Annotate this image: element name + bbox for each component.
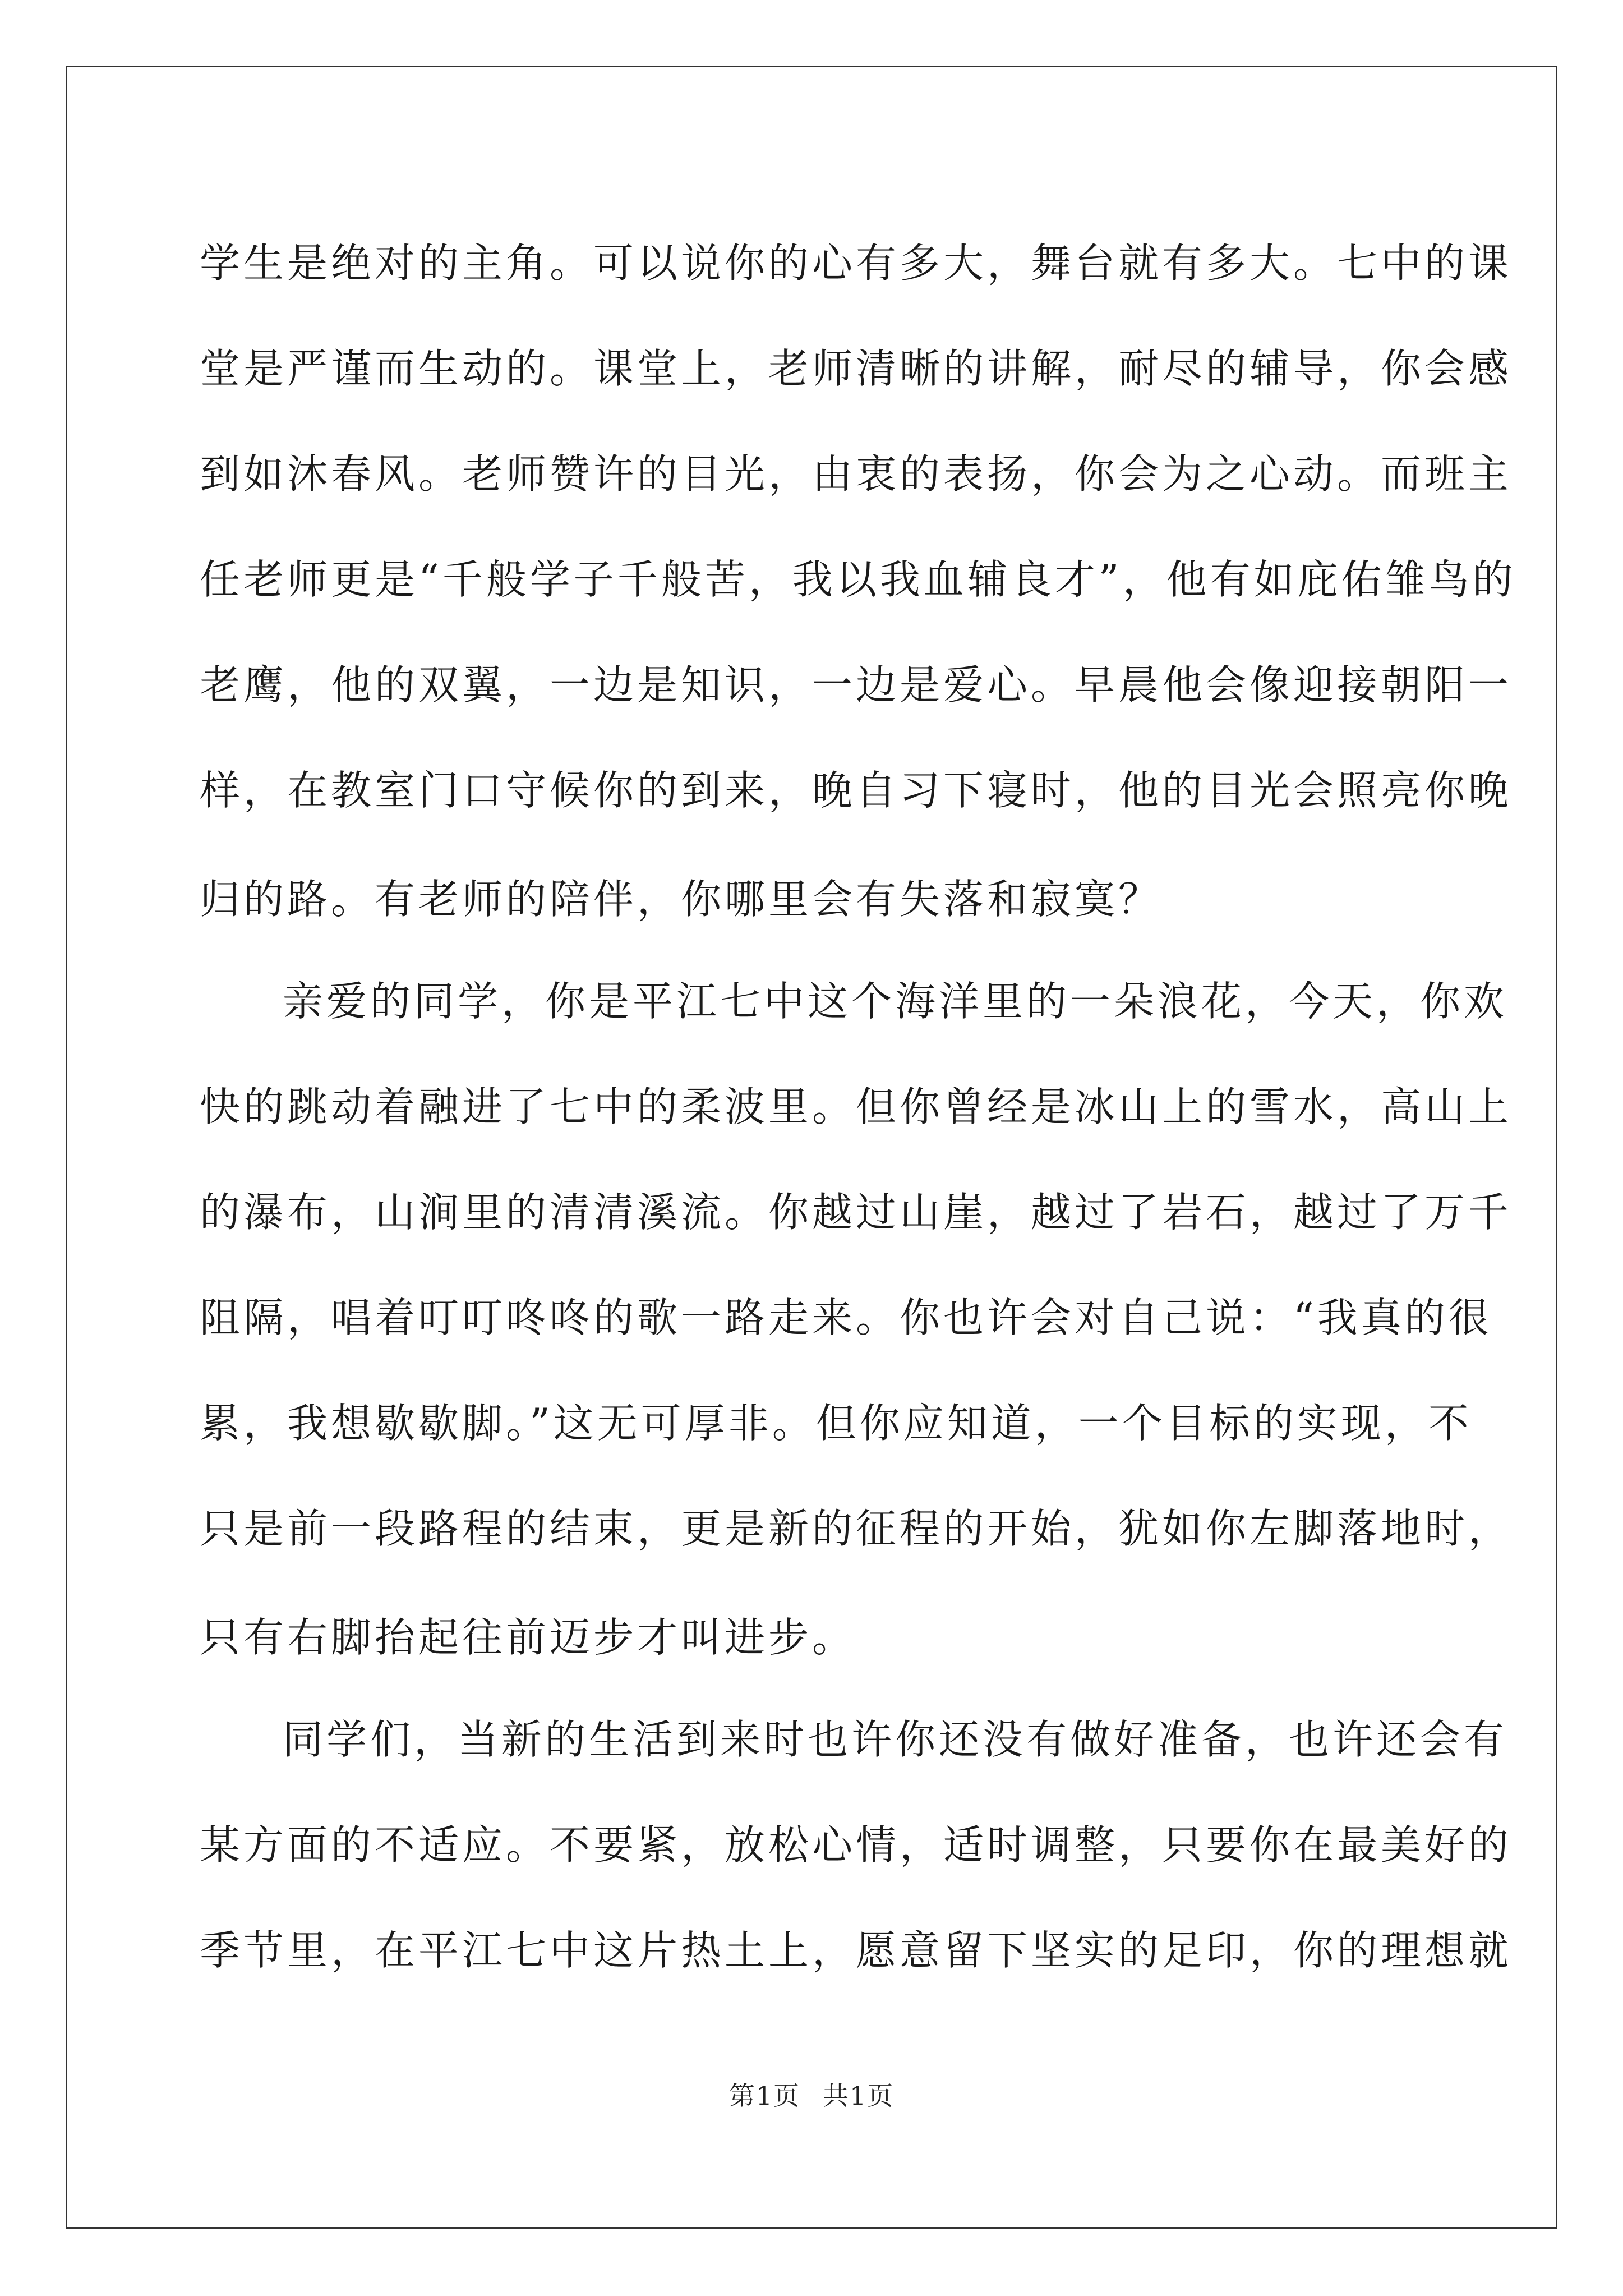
page-footer [0, 2076, 1623, 2113]
text-line: 任老师更是“千般学子千般苦，我以我血辅良才”，他有如庇佑雏鸟的 [200, 556, 1516, 603]
text-line: 快的跳动着融进了七中的柔波里。但你曾经是冰山上的雪水，高山上 [200, 1083, 1513, 1130]
text-line: 样，在教室门口守候你的到来，晚自习下寝时，他的目光会照亮你晚 [200, 767, 1513, 814]
text-line: 的瀑布，山涧里的清清溪流。你越过山崖，越过了岩石，越过了万千 [200, 1189, 1513, 1236]
paragraph-first-line: 同学们，当新的生活到来时也许你还没有做好准备，也许还会有 [283, 1716, 1508, 1763]
text-line: 季节里，在平江七中这片热土上，愿意留下坚实的足印，你的理想就 [200, 1927, 1513, 1974]
text-line: 累，我想歇歇脚。”这无可厚非。但你应知道，一个目标的实现，不 [200, 1400, 1472, 1447]
text-line: 归的路。有老师的陪伴，你哪里会有失落和寂寞？ [200, 876, 1163, 923]
text-line: 到如沐春风。老师赞许的目光，由衷的表扬，你会为之心动。而班主 [200, 450, 1513, 498]
text-line: 某方面的不适应。不要紧，放松心情，适时调整，只要你在最美好的 [200, 1821, 1513, 1869]
document-body [200, 210, 1516, 2003]
text-line: 堂是严谨而生动的。课堂上，老师清晰的讲解，耐尽的辅导，你会感 [200, 345, 1513, 392]
text-line: 老鹰，他的双翼，一边是知识，一边是爱心。早晨他会像迎接朝阳一 [200, 661, 1513, 708]
text-line: 只有右脚抬起往前迈步才叫进步。 [200, 1614, 856, 1661]
text-line: 只是前一段路程的结束，更是新的征程的开始，犹如你左脚落地时， [200, 1505, 1513, 1552]
paragraph-first-line: 亲爱的同学，你是平江七中这个海洋里的一朵浪花，今天，你欢 [283, 978, 1508, 1025]
page-number: 第1页 [728, 2081, 800, 2111]
text-line: 阻隔，唱着叮叮咚咚的歌一路走来。你也许会对自己说：“我真的很 [200, 1294, 1492, 1341]
page-total: 共1页 [823, 2081, 895, 2111]
text-line: 学生是绝对的主角。可以说你的心有多大，舞台就有多大。七中的课 [200, 240, 1513, 287]
